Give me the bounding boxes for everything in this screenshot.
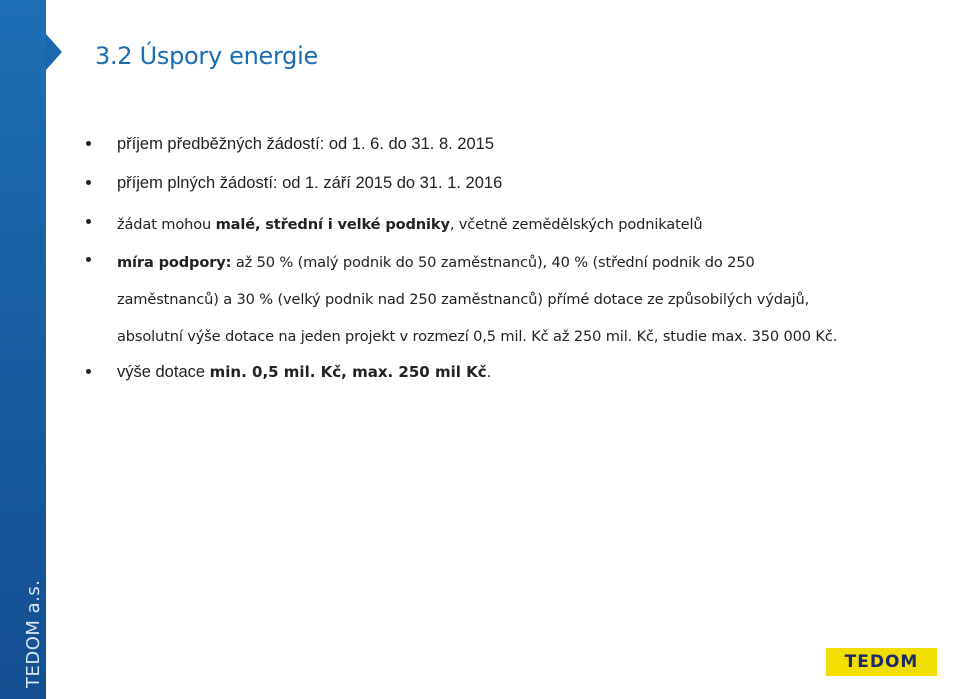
sidebar-band xyxy=(0,0,46,699)
bullet-bold-text: míra podpory: xyxy=(117,254,232,271)
bullet-text: příjem předběžných žádostí: od 1. 6. do 31. 8. 2015 xyxy=(117,135,494,153)
bullet-item-pre-applications xyxy=(86,128,956,160)
sidebar-brand-text: TEDOM a.s. xyxy=(23,579,44,688)
bullet-text: výše dotace xyxy=(117,363,210,381)
tedom-logo xyxy=(826,648,937,676)
bullet-text: . xyxy=(486,363,492,381)
bullet-item-full-applications xyxy=(86,167,956,199)
slide-title: 3.2 Úspory energie xyxy=(95,42,318,70)
bullet-bold-text: malé, střední i velké podniky xyxy=(215,216,450,233)
bullet-item-grant-amount xyxy=(86,356,956,388)
bullet-text: absolutní výše dotace na jeden projekt v rozmezí 0,5 mil. Kč až 250 mil. Kč, studie max. 350 000 Kč. xyxy=(117,328,838,345)
bullet-item-support-rate xyxy=(86,244,956,355)
bullet-text: až 50 % (malý podnik do 50 zaměstnanců), 40 % (střední podnik do 250 xyxy=(231,254,755,271)
bullet-text: zaměstnanců) a 30 % (velký podnik nad 250 zaměstnanců) přímé dotace ze způsobilých výdajů, xyxy=(117,291,810,308)
bullet-text: , včetně zemědělských podnikatelů xyxy=(449,216,703,233)
bullet-text: příjem plných žádostí: od 1. září 2015 do 31. 1. 2016 xyxy=(117,174,503,192)
bullet-text: žádat mohou xyxy=(117,216,216,233)
logo-text: TEDOM xyxy=(844,652,919,672)
bullet-list xyxy=(86,128,956,388)
bullet-bold-text: min. 0,5 mil. Kč, max. 250 mil Kč xyxy=(209,363,487,381)
bullet-item-eligible-applicants xyxy=(86,206,956,243)
title-arrow-marker xyxy=(46,34,62,70)
